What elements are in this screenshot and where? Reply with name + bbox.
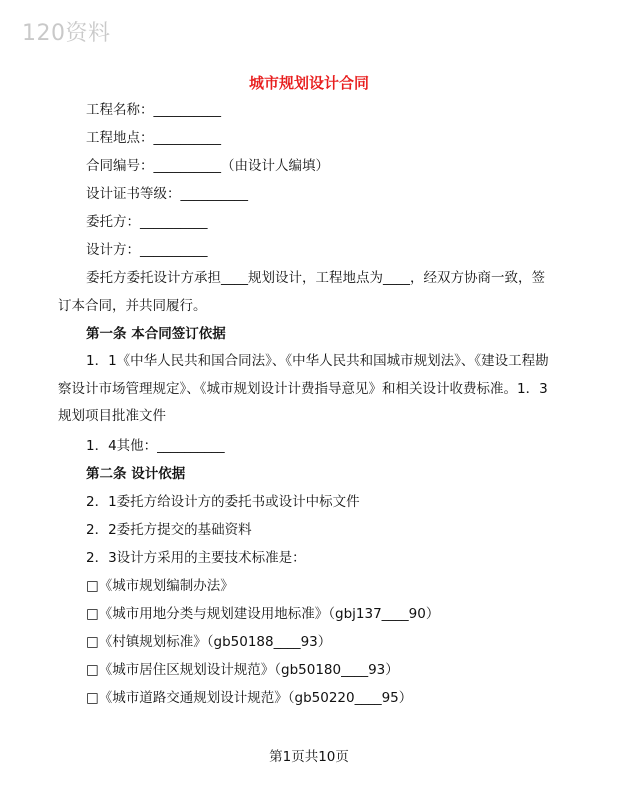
standard-item: □《城市居住区规划设计规范》（gb50180____93） — [86, 662, 399, 678]
standard-item: □《城市用地分类与规划建设用地标准》（gbj137____90） — [86, 606, 440, 622]
intro-paragraph: 委托方委托设计方承担____规划设计，工程地点为____，经双方协商一致，签订本合同，并共同履行。 — [58, 270, 545, 314]
field-project-location: 工程地点：__________ — [86, 130, 221, 146]
field-client: 委托方：__________ — [86, 214, 208, 230]
watermark: 120资料 — [22, 21, 111, 46]
article2-item3: 2．3设计方采用的主要技术标准是： — [86, 550, 306, 566]
article2-item2: 2．2委托方提交的基础资料 — [86, 522, 252, 538]
article2-heading: 第二条 设计依据 — [86, 466, 186, 482]
field-project-name: 工程名称：__________ — [86, 102, 221, 118]
standard-item: □《城市道路交通规划设计规范》（gb50220____95） — [86, 690, 413, 706]
field-cert-level: 设计证书等级：__________ — [86, 186, 248, 202]
article1-item1: 1．1《中华人民共和国合同法》、《中华人民共和国城市规划法》、《建设工程勘察设计市场管理规定》、《城市规划设计计费指导意见》和相关设计收费标准。1．3规划项目批准文件 — [58, 353, 549, 425]
standard-item: □《城市规划编制办法》 — [86, 578, 234, 594]
document-title: 城市规划设计合同 — [248, 74, 369, 92]
page-footer: 第1页共10页 — [269, 749, 349, 765]
standard-item: □《村镇规划标准》（gb50188____93） — [86, 634, 332, 650]
article1-item4: 1．4其他：__________ — [86, 438, 225, 454]
field-designer: 设计方：__________ — [86, 242, 208, 258]
article1-heading: 第一条 本合同签订依据 — [86, 326, 226, 342]
article2-item1: 2．1委托方给设计方的委托书或设计中标文件 — [86, 494, 360, 510]
field-contract-number: 合同编号：__________（由设计人编填） — [86, 158, 329, 174]
